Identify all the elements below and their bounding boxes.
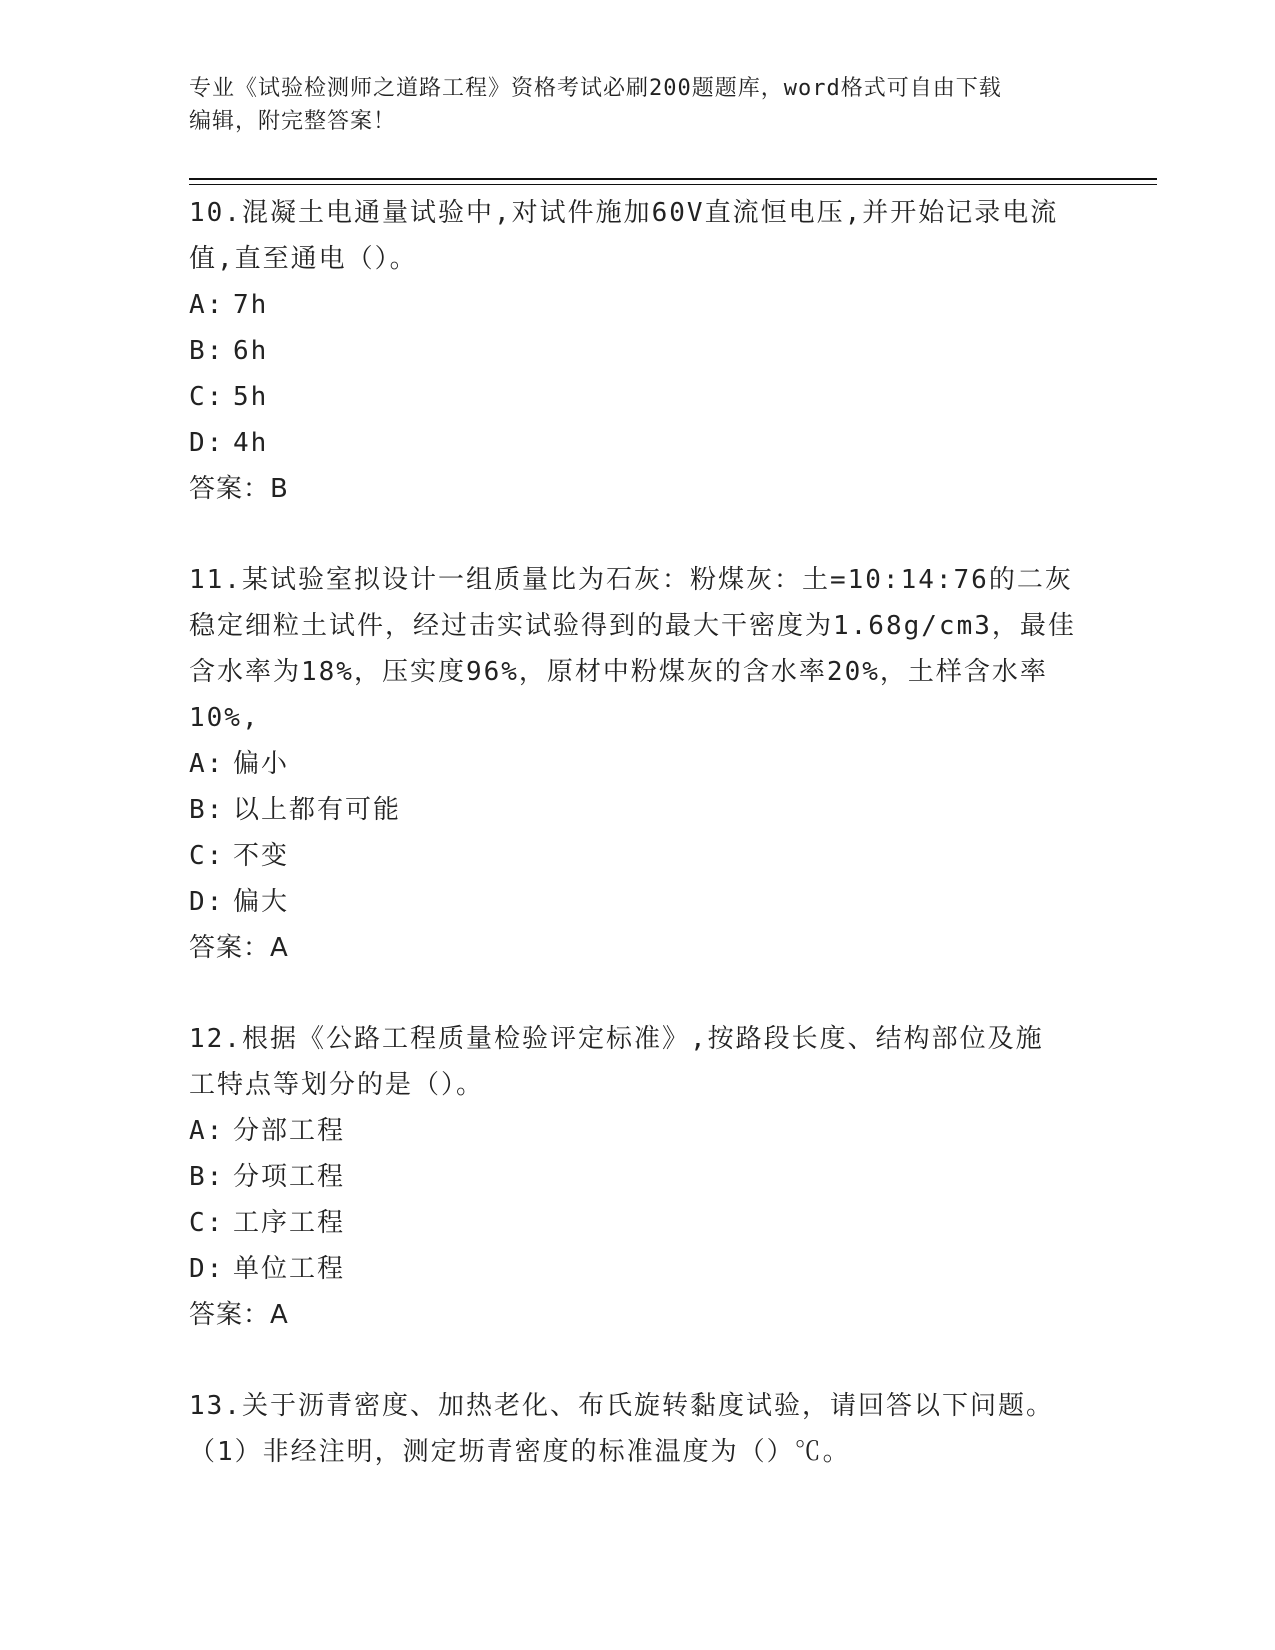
option-letter: C: — [189, 382, 225, 412]
option-a — [189, 741, 1089, 787]
question-text: 值,直至通电（）。 — [189, 244, 418, 274]
option-text: 偏大 — [233, 887, 290, 917]
question-text: 12.根据《公路工程质量检验评定标准》,按路段长度、结构部位及施 — [189, 1024, 1044, 1054]
option-text: 5h — [233, 382, 269, 412]
option-b — [189, 787, 1089, 833]
question-11 — [189, 557, 1089, 971]
option-text: 工序工程 — [233, 1208, 346, 1238]
option-c — [189, 1200, 1089, 1246]
header-line-2: 编辑，附完整答案！ — [189, 109, 397, 134]
header-line-1: 专业《试验检测师之道路工程》资格考试必刷200题题库，word格式可自由下载 — [189, 76, 1002, 101]
question-12 — [189, 1016, 1089, 1338]
option-d — [189, 879, 1089, 925]
option-text: 偏小 — [233, 749, 290, 779]
option-letter: B: — [189, 1162, 225, 1192]
document-header — [189, 72, 1089, 138]
question-spacer — [189, 971, 1089, 1016]
option-text: 分项工程 — [233, 1162, 346, 1192]
question-text: 工特点等划分的是（）。 — [189, 1070, 485, 1100]
question-spacer — [189, 1338, 1089, 1383]
question-text: 11.某试验室拟设计一组质量比为石灰：粉煤灰：土=10:14:76的二灰 — [189, 565, 1073, 595]
option-letter: A: — [189, 1116, 225, 1146]
question-text: 10.混凝土电通量试验中,对试件施加60V直流恒电压,并开始记录电流 — [189, 198, 1059, 228]
option-c — [189, 833, 1089, 879]
option-text: 分部工程 — [233, 1116, 346, 1146]
option-letter: A: — [189, 749, 225, 779]
option-text: 不变 — [233, 841, 290, 871]
option-text: 6h — [233, 336, 269, 366]
answer-line: 答案：B — [189, 474, 289, 504]
option-letter: B: — [189, 795, 225, 825]
question-text: 稳定细粒土试件，经过击实试验得到的最大干密度为1.68g/cm3，最佳 — [189, 611, 1076, 641]
option-letter: B: — [189, 336, 225, 366]
question-text: 含水率为18%，压实度96%，原材中粉煤灰的含水率20%，土样含水率 — [189, 657, 1048, 687]
option-c — [189, 374, 1089, 420]
option-text: 7h — [233, 290, 269, 320]
option-a — [189, 1108, 1089, 1154]
option-d — [189, 420, 1089, 466]
header-rule-thick — [189, 178, 1157, 180]
option-d — [189, 1246, 1089, 1292]
option-text: 以上都有可能 — [233, 795, 402, 825]
option-a — [189, 282, 1089, 328]
question-13 — [189, 1383, 1089, 1475]
option-letter: C: — [189, 1208, 225, 1238]
option-letter: D: — [189, 428, 225, 458]
question-text: 10%, — [189, 703, 260, 733]
answer-line: 答案：A — [189, 933, 289, 963]
question-list — [189, 190, 1089, 1475]
option-letter: D: — [189, 887, 225, 917]
option-letter: C: — [189, 841, 225, 871]
question-spacer — [189, 512, 1089, 557]
option-letter: A: — [189, 290, 225, 320]
option-b — [189, 328, 1089, 374]
answer-line: 答案：A — [189, 1300, 289, 1330]
option-letter: D: — [189, 1254, 225, 1284]
option-b — [189, 1154, 1089, 1200]
option-text: 4h — [233, 428, 269, 458]
question-text: 13.关于沥青密度、加热老化、布氏旋转黏度试验，请回答以下问题。 — [189, 1391, 1054, 1421]
option-text: 单位工程 — [233, 1254, 346, 1284]
question-10 — [189, 190, 1089, 512]
question-text: （1）非经注明，测定坜青密度的标准温度为（）℃。 — [189, 1437, 851, 1467]
header-rule-thin — [189, 184, 1157, 185]
